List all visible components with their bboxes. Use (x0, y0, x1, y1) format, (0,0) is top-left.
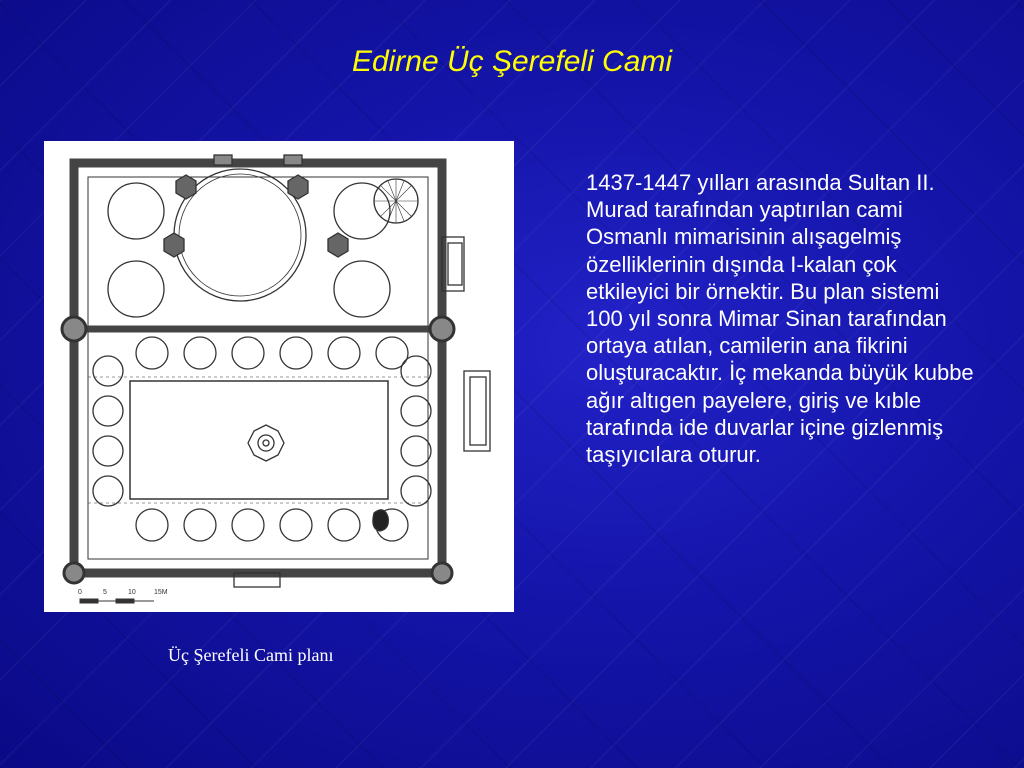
plan-caption: Üç Şerefeli Cami planı (168, 645, 334, 665)
scale-label-10: 10 (128, 589, 136, 596)
scale-label-5: 5 (103, 589, 107, 596)
slide-title: Edirne Üç Şerefeli Cami (351, 45, 673, 78)
scale-label-0: 0 (78, 589, 82, 596)
mosque-floor-plan (44, 141, 514, 612)
body-text: 1437-1447 yılları arasında Sultan II. Murad tarafından yaptırılan cami Osmanlı mimarisinin alışagelmiş özelliklerinin dışında I-kalan çok etkileyici bir örnektir. Bu plan sistemi 100 yıl sonra Mimar Sinan tarafından ortaya atılan, camilerin ana fikrini oluşturacaktır. İç mekanda büyük kubbe ağır altıgen payelere, giriş ve kıble tarafında ide duvarlar içine gizlenmiş taşıyıcılara oturur. (586, 170, 974, 468)
scale-label-15m: 15M (154, 589, 168, 596)
